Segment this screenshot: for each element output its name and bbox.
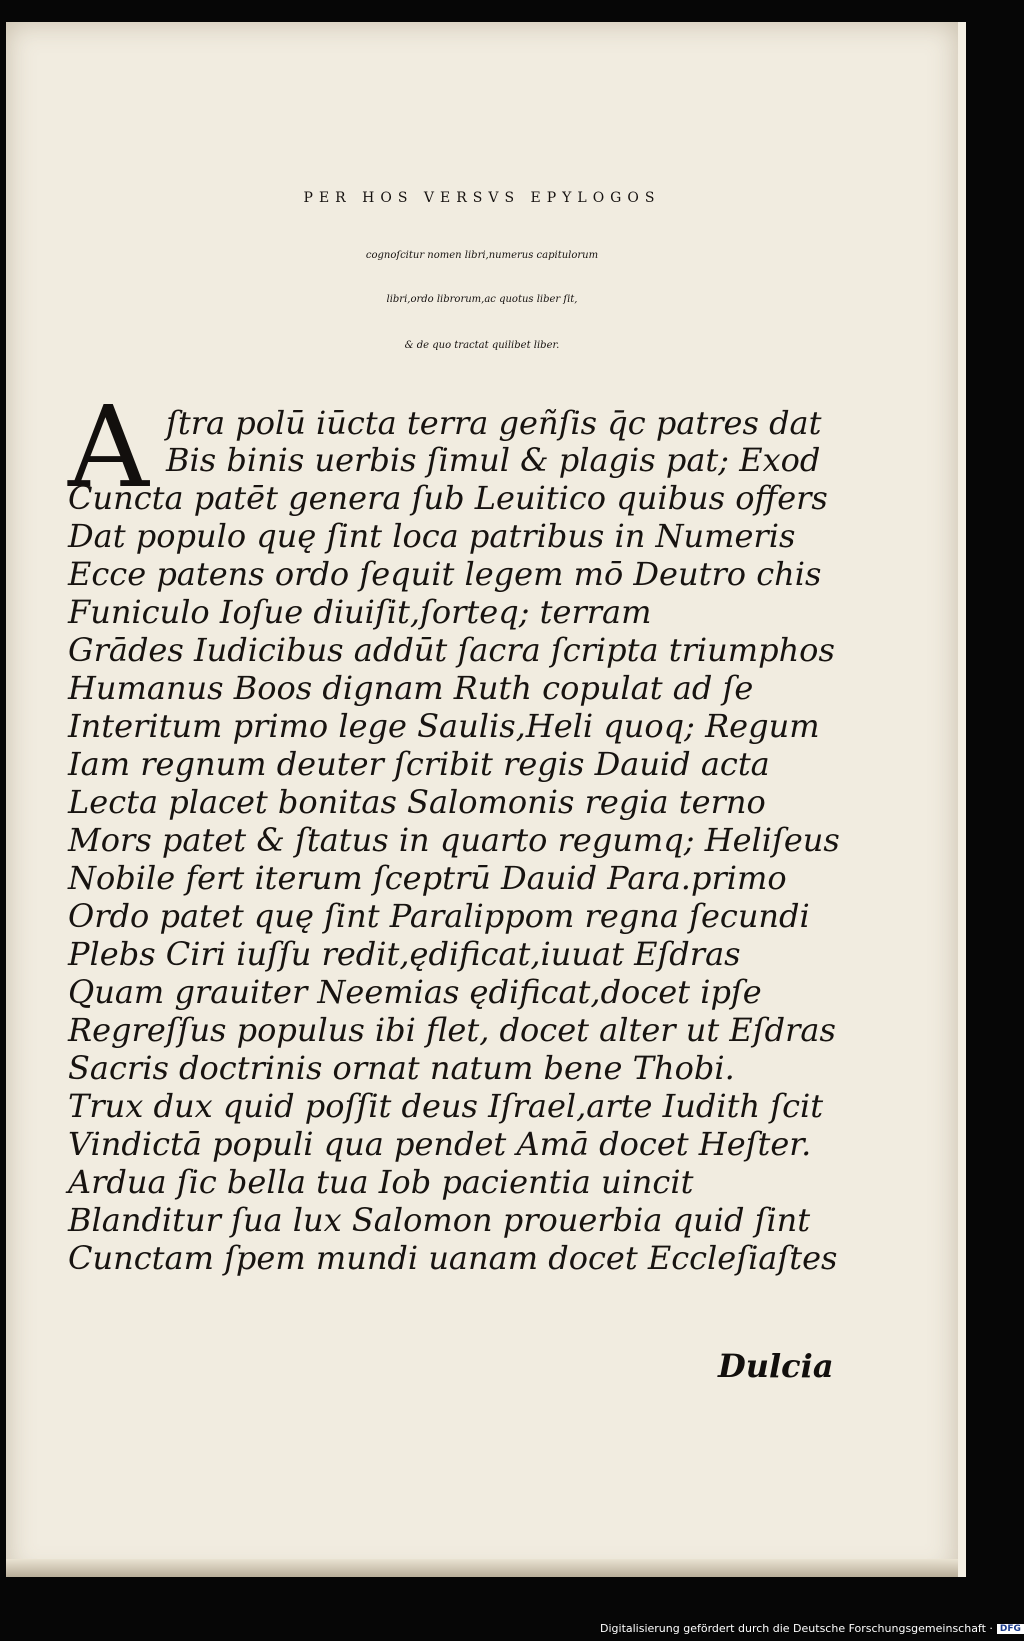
verse-line: Blanditur ſua lux Salomon prouerbia quid ſint bbox=[68, 1201, 811, 1239]
verse-line: Lecta placet bonitas Salomonis regia terno bbox=[68, 783, 766, 821]
verse-line: Funiculo Ioſue diuiſit,ſorteq; terram bbox=[68, 593, 652, 631]
verse-line: Iam regnum deuter ſcribit regis Dauid acta bbox=[68, 745, 770, 783]
dfg-logo: DFG bbox=[997, 1624, 1024, 1634]
verse-line: Grādes Iudicibus addūt ſacra ſcripta triumphos bbox=[68, 631, 835, 669]
verse-line: Ardua ſic bella tua Iob pacientia uincit bbox=[68, 1163, 694, 1201]
verse-line: Regreſſus populus ibi flet, docet alter ut Eſdras bbox=[68, 1011, 836, 1049]
heading-line: libri,ordo librorum,ac quotus liber ſit, bbox=[386, 294, 578, 305]
verse-line: Ecce patens ordo ſequit legem mō Deutro chis bbox=[68, 555, 822, 593]
footer-text: Digitalisierung gefördert durch die Deutsche Forschungsgemeinschaft · bbox=[600, 1622, 993, 1635]
verse-line: Dat populo quę ſint loca patribus in Numeris bbox=[68, 517, 796, 555]
verse-line: Mors patet & ſtatus in quarto regumq; Heliſeus bbox=[68, 821, 840, 859]
verse-line: Nobile fert iterum ſceptrū Dauid Para.primo bbox=[68, 859, 787, 897]
verse-line: Plebs Ciri iuſſu redit,ędificat,iuuat Eſdras bbox=[68, 935, 741, 973]
heading-line: cognoſcitur nomen libri,numerus capitulorum bbox=[365, 250, 599, 261]
verse-line: Bis binis uerbis ſimul & plagis pat; Exod bbox=[166, 441, 821, 479]
verse-line: Ordo patet quę ſint Paralippom regna ſecundi bbox=[68, 897, 810, 935]
verse-line: Cuncta patēt genera ſub Leuitico quibus offers bbox=[68, 479, 828, 517]
verse-line: ſtra polū iūcta terra geñſis q̄c patres dat bbox=[166, 404, 822, 442]
verse-line: Quam grauiter Neemias ędificat,docet ipſe bbox=[68, 973, 762, 1011]
page-heading-title: PER HOS VERSVS EPYLOGOS bbox=[303, 190, 661, 206]
verse-line: Cunctam ſpem mundi uanam docet Eccleſiaſtes bbox=[68, 1239, 838, 1277]
dfg-funding-footer bbox=[600, 1622, 1021, 1638]
drop-cap-initial: A bbox=[68, 383, 149, 513]
verse-line: Trux dux quid poſſit deus Iſrael,arte Iudith ſcit bbox=[68, 1087, 824, 1125]
verse-line: Sacris doctrinis ornat natum bene Thobi. bbox=[68, 1049, 735, 1087]
catchword: Dulcia bbox=[718, 1347, 834, 1385]
verse-line: Interitum primo lege Saulis,Heli quoq; Regum bbox=[68, 707, 820, 745]
book-page bbox=[6, 22, 966, 1577]
heading-line: & de quo tractat quilibet liber. bbox=[404, 340, 560, 351]
verse-line: Vindictā populi qua pendet Amā docet Heſter. bbox=[68, 1125, 812, 1163]
verse-line: Humanus Boos dignam Ruth copulat ad ſe bbox=[68, 669, 754, 707]
